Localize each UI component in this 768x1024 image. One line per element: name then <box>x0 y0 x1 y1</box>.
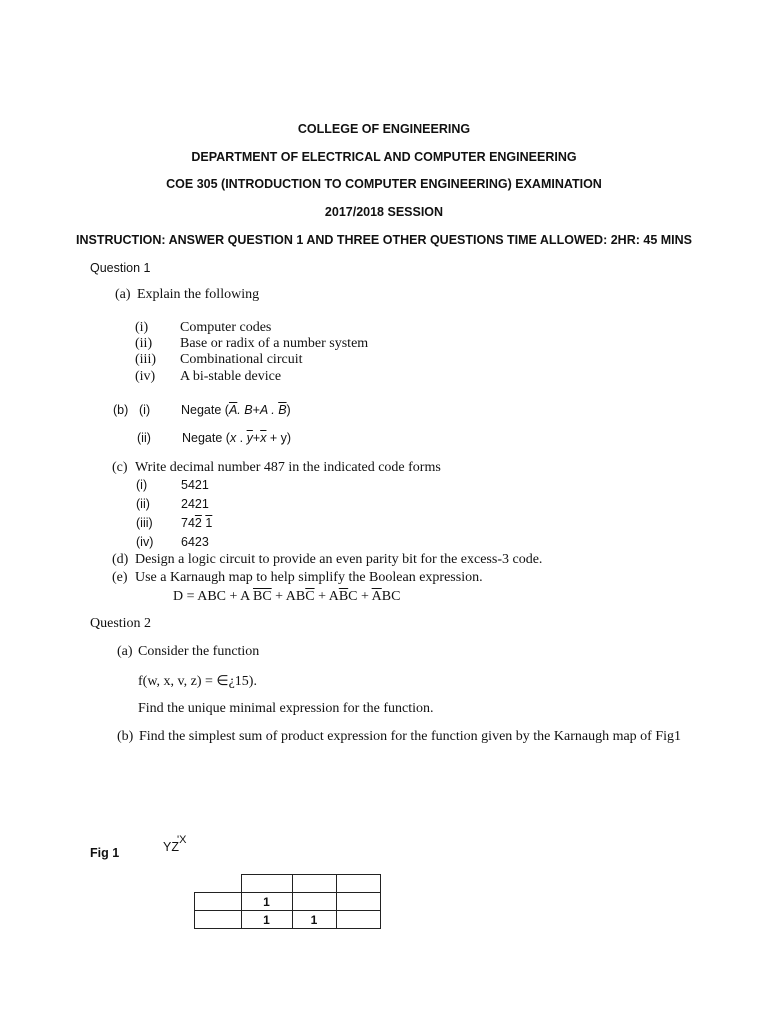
q2a-function: f(w, x, v, z) = ∈¿15). <box>138 674 257 689</box>
kmap-axis-x: 'X <box>177 834 187 846</box>
kmap-cell <box>336 893 380 911</box>
question-2-title: Question 2 <box>90 616 152 631</box>
q1a-item-num: (iv) <box>135 369 156 384</box>
q2a-text: Consider the function <box>138 644 260 659</box>
q1a-item-num: (ii) <box>135 336 153 351</box>
kmap-row <box>195 875 381 893</box>
q1c-text: Write decimal number 487 in the indicated code forms <box>135 460 441 475</box>
q1a-item-text: Base or radix of a number system <box>180 336 369 351</box>
q1a-item-text: Computer codes <box>180 320 272 335</box>
kmap-cell <box>195 893 242 911</box>
q1b-ii-num: (ii) <box>137 431 151 445</box>
kmap-axis-yz: YZ <box>163 840 179 854</box>
q1c-item-text: 742 1 <box>181 516 213 530</box>
kmap-cell <box>195 911 242 929</box>
kmap-cell: 1 <box>292 911 336 929</box>
department-title: DEPARTMENT OF ELECTRICAL AND COMPUTER ENGINEERING <box>191 150 577 164</box>
q1c-item-text: 6423 <box>181 535 209 549</box>
question-1-title: Question 1 <box>90 261 151 275</box>
karnaugh-map <box>194 874 381 929</box>
session-title: 2017/2018 SESSION <box>324 205 444 219</box>
q1a-text: Explain the following <box>137 287 260 302</box>
kmap-cell <box>241 875 292 893</box>
q2b-text: Find the simplest sum of product expression for the function given by the Karnaugh map of Fig1 <box>139 729 682 744</box>
kmap-row <box>195 911 381 929</box>
kmap-cell <box>336 911 380 929</box>
kmap-cell <box>195 875 242 893</box>
kmap-cell <box>292 875 336 893</box>
course-title: COE 305 (INTRODUCTION TO COMPUTER ENGINEERING) EXAMINATION <box>166 177 602 191</box>
q1c-item-num: (iv) <box>136 535 154 549</box>
q1c-item-num: (ii) <box>136 497 150 511</box>
q1e-text: Use a Karnaugh map to help simplify the Boolean expression. <box>135 570 483 585</box>
q1a-label: (a) <box>115 287 131 302</box>
q1c-item-num: (iii) <box>136 516 153 530</box>
college-title: COLLEGE OF ENGINEERING <box>297 122 471 136</box>
q1d-text: Design a logic circuit to provide an even parity bit for the excess-3 code. <box>135 552 543 567</box>
q1a-item-text: A bi-stable device <box>180 369 282 384</box>
fig-label: Fig 1 <box>90 846 120 860</box>
q1b-i-num: (i) <box>139 403 151 417</box>
q1c-label: (c) <box>112 460 128 475</box>
q1c-item-text: 5421 <box>181 478 209 492</box>
q1a-item-num: (i) <box>135 320 149 335</box>
q1b-i-expression: Negate ($\overline{A}$. B+A . $\overline{B}$) <box>181 403 291 417</box>
kmap-cell <box>292 893 336 911</box>
q1b-label: (b) <box>113 403 129 417</box>
q1c-item-num: (i) <box>136 478 148 492</box>
q1a-item-num: (iii) <box>135 352 156 367</box>
q2b-label: (b) <box>117 729 134 744</box>
q1c-item-text: 2421 <box>181 497 209 511</box>
q1b-ii-expression: Negate (x . $\overline{y}+\overline{x} + y$) <box>182 431 292 445</box>
kmap-row <box>195 893 381 911</box>
q1d-label: (d) <box>112 552 129 567</box>
kmap-cell: 1 <box>241 911 292 929</box>
q1a-item-text: Combinational circuit <box>180 352 303 367</box>
q2a-label: (a) <box>117 644 133 659</box>
q2a-find: Find the unique minimal expression for the function. <box>138 701 434 716</box>
q1e-label: (e) <box>112 570 128 585</box>
kmap-cell <box>336 875 380 893</box>
instruction-line: INSTRUCTION: ANSWER QUESTION 1 AND THREE OTHER QUESTIONS TIME ALLOWED: 2HR: 45 MINS <box>76 233 692 247</box>
q1e-expression: D = ABC + A $\overline{BC} + AB\overline{C} + A\overline{B}C + \overline{A}BC$ <box>173 589 401 604</box>
kmap-cell: 1 <box>241 893 292 911</box>
